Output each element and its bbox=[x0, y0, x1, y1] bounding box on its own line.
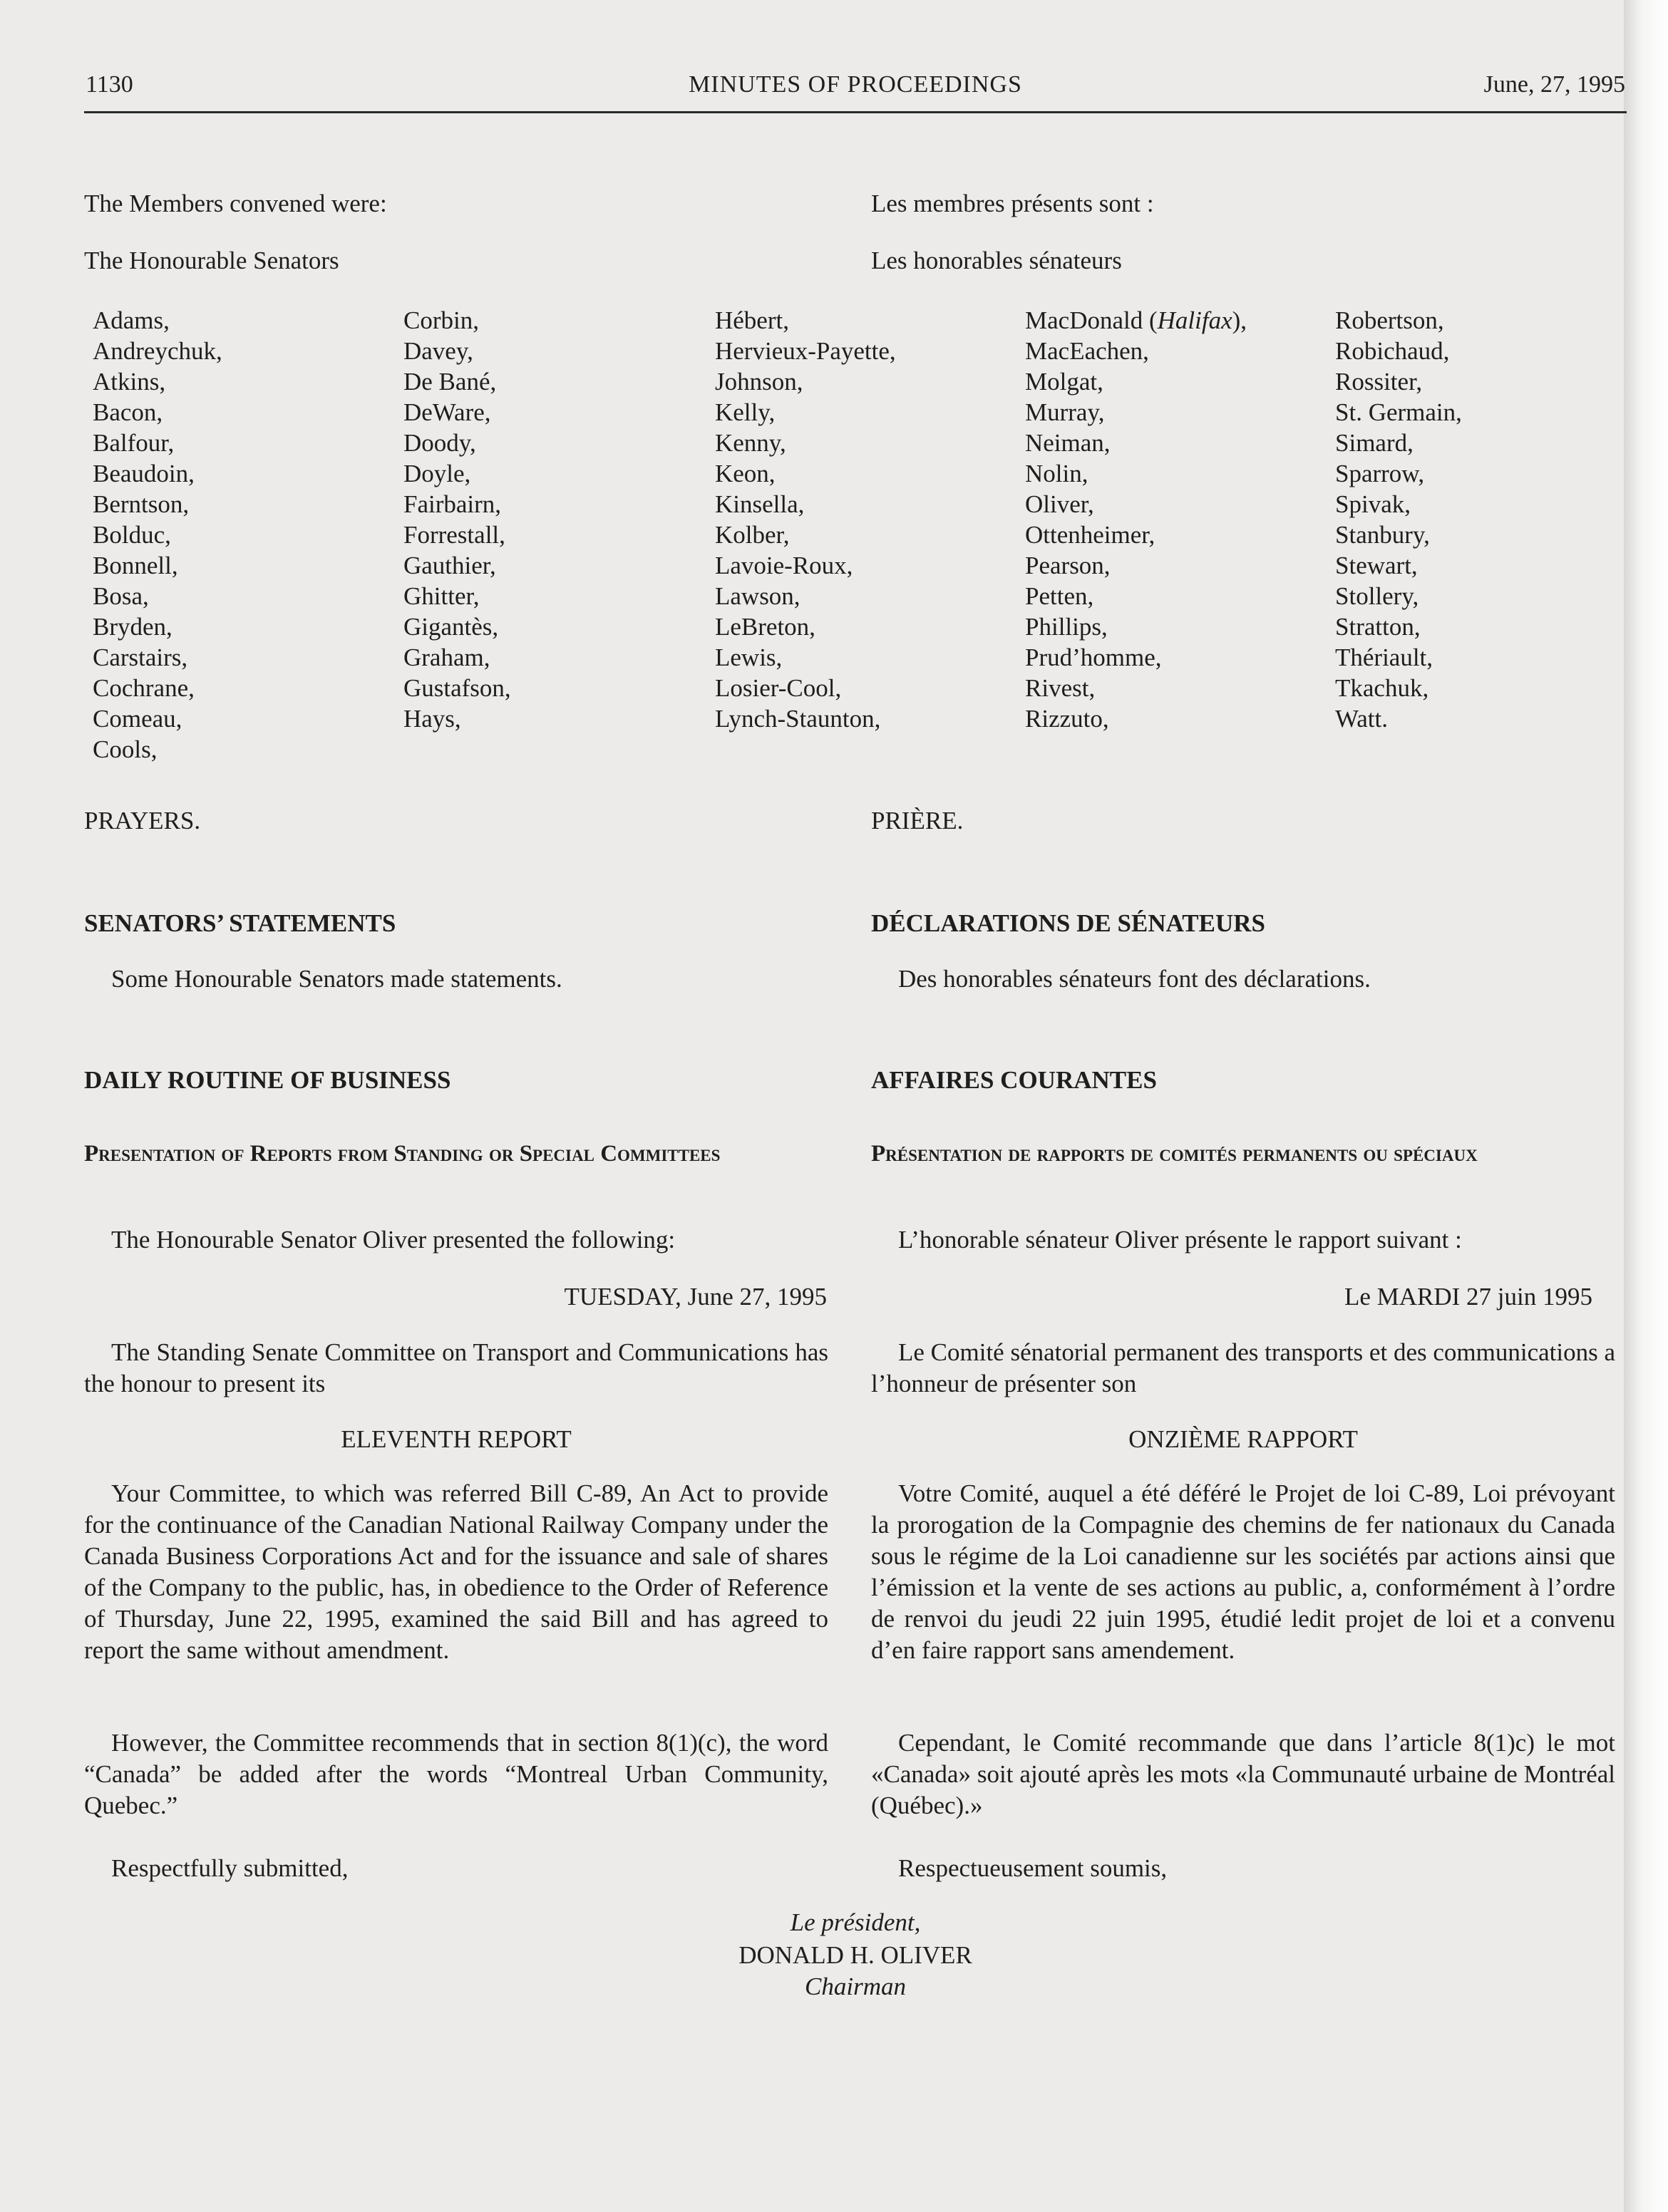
senator-name: Cochrane, bbox=[93, 674, 195, 702]
senator-name: Prud’homme, bbox=[1025, 644, 1162, 671]
senator-name: Oliver, bbox=[1025, 490, 1094, 518]
senator-name: Neiman, bbox=[1025, 429, 1111, 457]
senator-name: Beaudoin, bbox=[93, 460, 195, 487]
presented-en: The Honourable Senator Oliver presented the following: bbox=[111, 1226, 676, 1254]
senator-name: Ottenheimer, bbox=[1025, 521, 1155, 549]
report-date-fr: Le MARDI 27 juin 1995 bbox=[1344, 1283, 1592, 1311]
senator-name: Graham, bbox=[403, 644, 490, 671]
senator-name: LeBreton, bbox=[715, 613, 815, 641]
senator-name: Lawson, bbox=[715, 582, 800, 610]
senator-name: MacDonald (Halifax), bbox=[1025, 306, 1247, 334]
report-date-en: TUESDAY, June 27, 1995 bbox=[564, 1283, 827, 1311]
senator-name: Watt. bbox=[1335, 705, 1388, 733]
prayers-fr: PRIÈRE. bbox=[871, 807, 964, 834]
running-title: MINUTES OF PROCEEDINGS bbox=[689, 71, 1022, 98]
header-rule bbox=[84, 111, 1627, 113]
senator-name: Lavoie-Roux, bbox=[715, 552, 853, 579]
report-title-en: ELEVENTH REPORT bbox=[341, 1425, 572, 1453]
signature-title-en: Chairman bbox=[805, 1973, 906, 2000]
signature-name: DONALD H. OLIVER bbox=[738, 1941, 972, 1969]
senator-name: Gustafson, bbox=[403, 674, 511, 702]
senator-column-5 bbox=[1335, 305, 1462, 734]
senator-name: Davey, bbox=[403, 337, 473, 365]
page-header bbox=[86, 71, 1625, 108]
senator-name: Bolduc, bbox=[93, 521, 171, 549]
committee-intro-fr: Le Comité sénatorial permanent des transports et des communications a l’honneur de présenter son bbox=[871, 1338, 1615, 1397]
senators-label-en: The Honourable Senators bbox=[84, 247, 339, 274]
senator-name: Robertson, bbox=[1335, 306, 1444, 334]
senator-name: Lynch-Staunton, bbox=[715, 705, 881, 733]
senator-name: MacEachen, bbox=[1025, 337, 1149, 365]
senator-name: Stewart, bbox=[1335, 552, 1418, 579]
senator-name: Tkachuk, bbox=[1335, 674, 1429, 702]
senator-name: Berntson, bbox=[93, 490, 190, 518]
senator-name: Petten, bbox=[1025, 582, 1094, 610]
senator-name: Pearson, bbox=[1025, 552, 1111, 579]
senator-name: Kolber, bbox=[715, 521, 790, 549]
senator-name: Keon, bbox=[715, 460, 776, 487]
senator-column-1 bbox=[93, 305, 222, 765]
senator-name: Fairbairn, bbox=[403, 490, 502, 518]
senator-name: Simard, bbox=[1335, 429, 1414, 457]
senator-name: Balfour, bbox=[93, 429, 175, 457]
page-number: 1130 bbox=[86, 71, 133, 98]
statements-heading-en: SENATORS’ STATEMENTS bbox=[84, 909, 396, 937]
statements-text-en: Some Honourable Senators made statements. bbox=[111, 965, 562, 993]
senator-name: Hervieux-Payette, bbox=[715, 337, 896, 365]
members-intro-fr: Les membres présents sont : bbox=[871, 190, 1154, 217]
statements-text-fr: Des honorables sénateurs font des déclarations. bbox=[898, 965, 1371, 993]
senator-name: Rizzuto, bbox=[1025, 705, 1109, 733]
senator-name: Corbin, bbox=[403, 306, 479, 334]
senator-name: Murray, bbox=[1025, 398, 1105, 426]
presented-fr: L’honorable sénateur Oliver présente le rapport suivant : bbox=[898, 1226, 1462, 1254]
routine-heading-en: DAILY ROUTINE OF BUSINESS bbox=[84, 1066, 451, 1094]
senator-name: Kenny, bbox=[715, 429, 786, 457]
senator-name: Spivak, bbox=[1335, 490, 1411, 518]
header-date: June, 27, 1995 bbox=[1483, 71, 1625, 98]
submitted-fr: Respectueusement soumis, bbox=[898, 1854, 1168, 1882]
senator-name: Bosa, bbox=[93, 582, 149, 610]
senator-name: Bryden, bbox=[93, 613, 173, 641]
senator-name: Lewis, bbox=[715, 644, 783, 671]
report-body-en: Your Committee, to which was referred Bill C-89, An Act to provide for the continuance of the Canadian National Railway Company under the Canada Business Corporations Act and for the issuance and sale of shares of the Company to the public, has, in obedience to the Order of Reference of Thursday, June 22, 1995, examined the said Bill and has agreed to report the same without amendment. bbox=[84, 1479, 828, 1664]
senator-name: Stratton, bbox=[1335, 613, 1421, 641]
senator-name: Bacon, bbox=[93, 398, 163, 426]
senator-column-4 bbox=[1025, 305, 1247, 734]
senator-column-3 bbox=[715, 305, 896, 734]
senators-label-fr: Les honorables sénateurs bbox=[871, 247, 1122, 274]
senator-name: Rossiter, bbox=[1335, 368, 1423, 396]
report-body-fr: Votre Comité, auquel a été déféré le Projet de loi C-89, Loi prévoyant la prorogation de la Compagnie des chemins de fer nationaux du Canada sous le régime de la Loi canadienne sur les sociétés par actions ainsi que l’émission et la vente de ses actions au public, a, conformément à l’ordre de renvoi du jeudi 22 juin 1995, étudié ledit projet de loi et a convenu d’en faire rapport sans amendement. bbox=[871, 1479, 1615, 1664]
senator-name: Hébert, bbox=[715, 306, 789, 334]
senator-name: Cools, bbox=[93, 735, 158, 763]
reports-subheading-fr: Présentation de rapports de comités permanents ou spéciaux bbox=[871, 1141, 1478, 1167]
statements-heading-fr: DÉCLARATIONS DE SÉNATEURS bbox=[871, 909, 1265, 937]
senator-name: Doody, bbox=[403, 429, 476, 457]
senator-name: Carstairs, bbox=[93, 644, 188, 671]
committee-intro-en: The Standing Senate Committee on Transport and Communications has the honour to present its bbox=[84, 1338, 828, 1397]
senator-name: Sparrow, bbox=[1335, 460, 1425, 487]
senator-name: Stollery, bbox=[1335, 582, 1419, 610]
senator-name: Losier-Cool, bbox=[715, 674, 842, 702]
senator-name: Andreychuk, bbox=[93, 337, 222, 365]
senator-name: Kinsella, bbox=[715, 490, 805, 518]
senator-name: Johnson, bbox=[715, 368, 803, 396]
senator-name: Bonnell, bbox=[93, 552, 178, 579]
reports-subheading-en: Presentation of Reports from Standing or Special Committees bbox=[84, 1141, 721, 1167]
senator-name: Molgat, bbox=[1025, 368, 1103, 396]
senator-name: Comeau, bbox=[93, 705, 182, 733]
submitted-en: Respectfully submitted, bbox=[111, 1854, 349, 1882]
members-intro-en: The Members convened were: bbox=[84, 190, 387, 217]
senator-name: Rivest, bbox=[1025, 674, 1096, 702]
prayers-en: PRAYERS. bbox=[84, 807, 201, 834]
senator-name: Phillips, bbox=[1025, 613, 1108, 641]
senator-name: Thériault, bbox=[1335, 644, 1433, 671]
senator-name: Adams, bbox=[93, 306, 170, 334]
recommendation-fr: Cependant, le Comité recommande que dans l’article 8(1)c) le mot «Canada» soit ajouté après les mots «la Communauté urbaine de Montréal (Québec).» bbox=[871, 1729, 1615, 1819]
senator-name: Hays, bbox=[403, 705, 461, 733]
senator-name: De Bané, bbox=[403, 368, 497, 396]
recommendation-en: However, the Committee recommends that in section 8(1)(c), the word “Canada” be added after the words “Montreal Urban Community, Quebec.” bbox=[84, 1729, 828, 1819]
senator-name: DeWare, bbox=[403, 398, 491, 426]
senator-name: Atkins, bbox=[93, 368, 166, 396]
senator-name: Ghitter, bbox=[403, 582, 480, 610]
senator-name: St. Germain, bbox=[1335, 398, 1462, 426]
routine-heading-fr: AFFAIRES COURANTES bbox=[871, 1066, 1157, 1094]
senator-name: Stanbury, bbox=[1335, 521, 1430, 549]
report-title-fr: ONZIÈME RAPPORT bbox=[1128, 1425, 1358, 1453]
senator-name: Nolin, bbox=[1025, 460, 1088, 487]
senator-name: Doyle, bbox=[403, 460, 471, 487]
senator-name: Gauthier, bbox=[403, 552, 496, 579]
senator-name: Gigantès, bbox=[403, 613, 499, 641]
senator-name: Forrestall, bbox=[403, 521, 505, 549]
senator-column-2 bbox=[403, 305, 511, 734]
senator-name: Robichaud, bbox=[1335, 337, 1450, 365]
signature-title-fr: Le président, bbox=[790, 1908, 921, 1936]
senator-name: Kelly, bbox=[715, 398, 776, 426]
